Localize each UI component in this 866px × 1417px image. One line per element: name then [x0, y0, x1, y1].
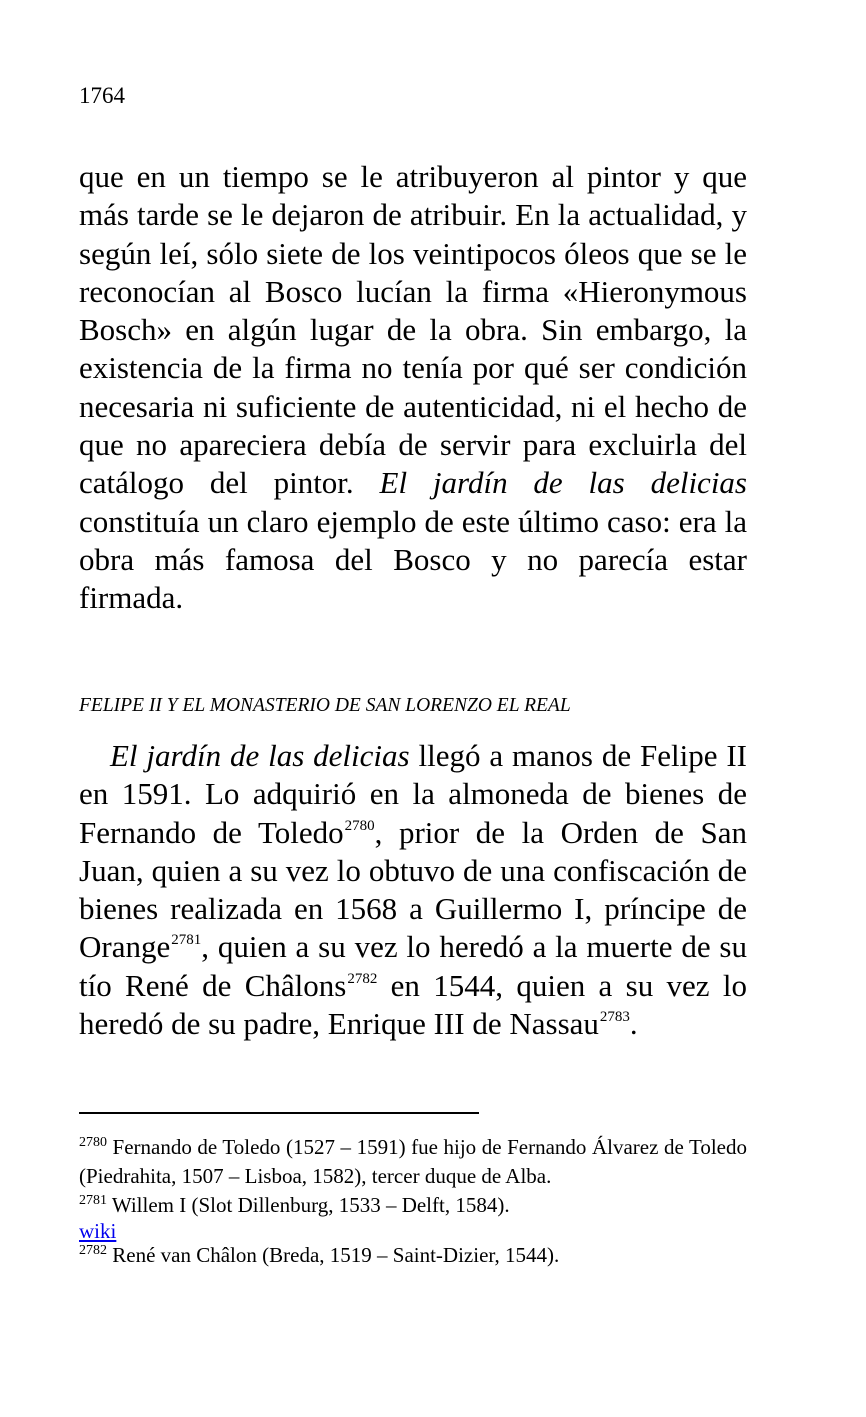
footnote-2781	[79, 1191, 747, 1220]
footnote-divider	[79, 1112, 479, 1114]
artwork-title: El jardín de las delicias	[379, 465, 747, 501]
section-heading: FELIPE II Y EL MONASTERIO DE SAN LORENZO EL REAL	[79, 695, 571, 716]
footnote-text: Willem I (Slot Dillenburg, 1533 – Delft, 1584).	[107, 1193, 510, 1217]
paragraph-text: , quien a su vez lo heredó a la muerte de su tío René de Châlons	[79, 929, 747, 1003]
footnote-ref-2780[interactable]: 2780	[344, 817, 375, 834]
footnote-2782	[79, 1241, 747, 1270]
page-number: 1764	[79, 83, 125, 108]
footnote-number: 2781	[79, 1193, 107, 1208]
artwork-title: El jardín de las delicias	[110, 738, 410, 773]
wiki-link[interactable]: wiki	[79, 1219, 117, 1243]
footnotes	[79, 1133, 747, 1270]
footnote-number: 2782	[79, 1243, 107, 1258]
footnote-text: René van Châlon (Breda, 1519 – Saint-Dizier, 1544).	[107, 1243, 560, 1267]
footnote-ref-2783[interactable]: 2783	[599, 1009, 630, 1026]
footnote-text: Fernando de Toledo (1527 – 1591) fue hijo de Fernando Álvarez de Toledo (Piedrahita, 1507 – Lisboa, 1582), tercer duque de Alba.	[79, 1135, 747, 1188]
paragraph-text: llegó a manos de Felipe II en 1591. Lo adquirió en la almoneda de bienes de Fernando de Toledo	[79, 738, 748, 850]
footnote-number: 2780	[79, 1135, 107, 1150]
paragraph-text: , prior de la Orden de San Juan, quien a su vez lo obtuvo de una confiscación de bienes realizada en 1568 a Guillermo I, príncipe de Orange	[79, 814, 747, 965]
paragraph-text: constituía un claro ejemplo de este último caso: era la obra más famosa del Bosco y no parecía estar firmada.	[79, 503, 747, 616]
paragraph-text: en 1544, quien a su vez lo heredó de su padre, Enrique III de Nassau	[79, 967, 747, 1042]
paragraph-text: que en un tiempo se le atribuyeron al pintor y que más tarde se le dejaron de atribuir. En la actualidad, y según leí, sólo siete de los veintipocos óleos que se le reconocían al Bosco lucían la firma «Hieronymous Bosch» en algún lugar de la obra. Sin embargo, la existencia de la firma no tenía por qué ser condición necesaria ni suficiente de autenticidad, ni el hecho de que no apareciera debía de servir para excluirla del catálogo del pintor.	[79, 159, 747, 501]
footnote-ref-2782[interactable]: 2782	[347, 970, 378, 987]
paragraph-text: .	[629, 1006, 638, 1042]
footnote-2780	[79, 1133, 747, 1191]
body-paragraph-2	[79, 737, 747, 1043]
footnote-ref-2781[interactable]: 2781	[171, 932, 202, 949]
body-paragraph-1	[79, 158, 747, 618]
